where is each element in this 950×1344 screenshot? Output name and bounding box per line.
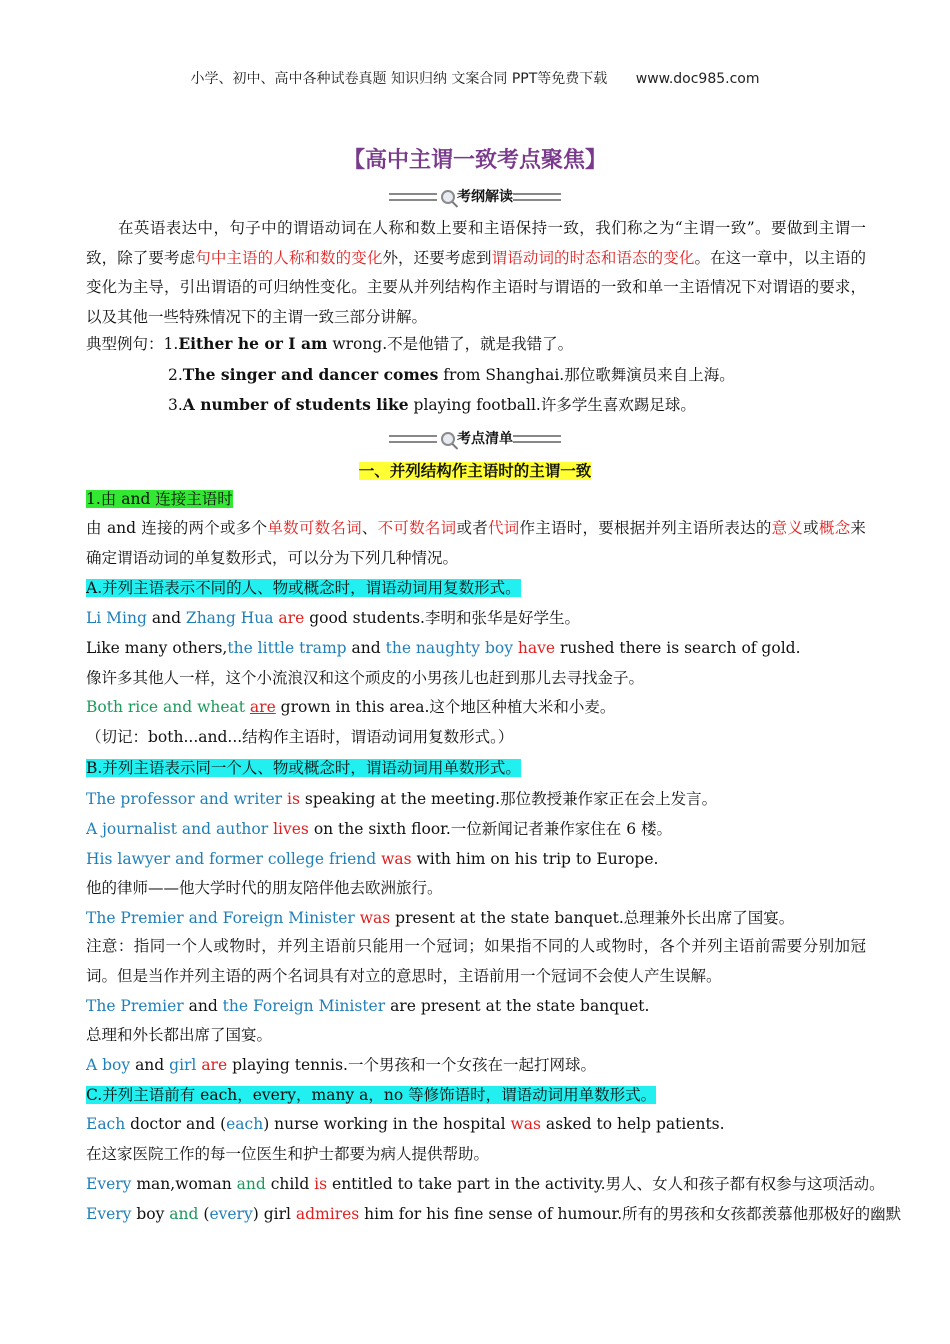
- section-title: 考纲解读: [457, 189, 513, 205]
- example-1: 典型例句：1.Either he or I am wrong.不是他错了，就是我错了。: [86, 334, 574, 353]
- case-a-example-2: Like many others,the little tramp and the naughty boy have rushed there is search of gold.: [86, 639, 801, 657]
- header-text: 小学、初中、高中各种试卷真题 知识归纳 文案合同 PPT等免费下载: [190, 71, 608, 87]
- case-c-heading: C.并列主语前有 each，every，many a，no 等修饰语时，谓语动词用单数形式。: [86, 1086, 657, 1104]
- example-3: 3.A number of students like playing football.许多学生喜欢踢足球。: [168, 395, 696, 414]
- case-b-example-3-translation: 他的律师——他大学时代的朋友陪伴他去欧洲旅行。: [86, 879, 443, 897]
- heading-1: 一、并列结构作主语时的主谓一致: [358, 462, 592, 480]
- subheading-and: 1.由 and 连接主语时: [86, 490, 233, 508]
- case-a-heading: A.并列主语表示不同的人、物或概念时，谓语动词用复数形式。: [86, 579, 521, 597]
- rule-paragraph: 由 and 连接的两个或多个单数可数名词、不可数名词或者代词作主语时，要根据并列主语所表达的意义或概念来确定谓语动词的单复数形式，可以分为下列几种情况。: [86, 519, 866, 567]
- case-b-example-6: A boy and girl are playing tennis.一个男孩和一个女孩在一起打网球。: [86, 1056, 596, 1074]
- case-c-example-1: Each doctor and (each) nurse working in the hospital was asked to help patients.: [86, 1115, 725, 1133]
- page-title: 【高中主谓一致考点聚焦】: [342, 148, 607, 173]
- case-a-example-3: Both rice and wheat are grown in this area.这个地区种植大米和小麦。: [86, 698, 616, 716]
- case-c-example-3: Every boy and (every) girl admires him for his fine sense of humour.所有的男孩和女孩都羡慕他那极好的幽默: [86, 1205, 902, 1223]
- case-a-example-2-translation: 像许多其他人一样，这个小流浪汉和这个顽皮的小男孩儿也赶到那儿去寻找金子。: [86, 669, 645, 687]
- case-a-note: （切记：both...and...结构作主语时，谓语动词用复数形式。）: [86, 728, 514, 746]
- case-b-example-1: The professor and writer is speaking at the meeting.那位教授兼作家正在会上发言。: [86, 790, 718, 808]
- double-rule-right: [513, 435, 561, 443]
- section-heading-checklist: [0, 428, 950, 448]
- case-b-example-5: The Premier and the Foreign Minister are present at the state banquet.: [86, 997, 650, 1015]
- case-b-example-3: His lawyer and former college friend was with him on his trip to Europe.: [86, 850, 659, 868]
- double-rule-left: [389, 435, 437, 443]
- case-c-example-2: Every man,woman and child is entitled to take part in the activity.男人、女人和孩子都有权参与这项活动。: [86, 1175, 885, 1193]
- case-b-heading: B.并列主语表示同一个人、物或概念时，谓语动词用单数形式。: [86, 759, 521, 777]
- section-heading-outline: [0, 186, 950, 206]
- case-b-note: 注意：指同一个人或物时，并列主语前只能用一个冠词；如果指不同的人或物时，各个并列主语前需要分别加冠词。但是当作并列主语的两个名词具有对立的意思时，主语前用一个冠词不会使人产生误解。: [86, 937, 866, 985]
- case-b-example-5-translation: 总理和外长都出席了国宴。: [86, 1026, 273, 1044]
- page-header: [0, 68, 950, 88]
- case-b-example-2: A journalist and author lives on the sixth floor.一位新闻记者兼作家住在 6 楼。: [86, 820, 673, 838]
- example-2: 2.The singer and dancer comes from Shanghai.那位歌舞演员来自上海。: [168, 365, 735, 384]
- intro-paragraph: 在英语表达中，句子中的谓语动词在人称和数上要和主语保持一致，我们称之为“主谓一致”。要做到主谓一致，除了要考虑句中主语的人称和数的变化外，还要考虑到谓语动词的时态和语态的变化。在这一章中，以主语的变化为主导，引出谓语的可归纳性变化。主要从并列结构作主语时与谓语的一致和单一主语情况下对谓语的要求，以及其他一些特殊情况下的主谓一致三部分讲解。: [86, 219, 866, 326]
- section-title: 考点清单: [457, 431, 513, 447]
- magnifier-icon: [441, 190, 455, 204]
- double-rule-left: [389, 193, 437, 201]
- magnifier-icon: [441, 432, 455, 446]
- double-rule-right: [513, 193, 561, 201]
- case-a-example-1: Li Ming and Zhang Hua are good students.李明和张华是好学生。: [86, 609, 580, 627]
- case-b-example-4: The Premier and Foreign Minister was present at the state banquet.总理兼外长出席了国宴。: [86, 909, 795, 927]
- case-c-example-1-translation: 在这家医院工作的每一位医生和护士都要为病人提供帮助。: [86, 1145, 490, 1163]
- header-url[interactable]: www.doc985.com: [635, 71, 760, 87]
